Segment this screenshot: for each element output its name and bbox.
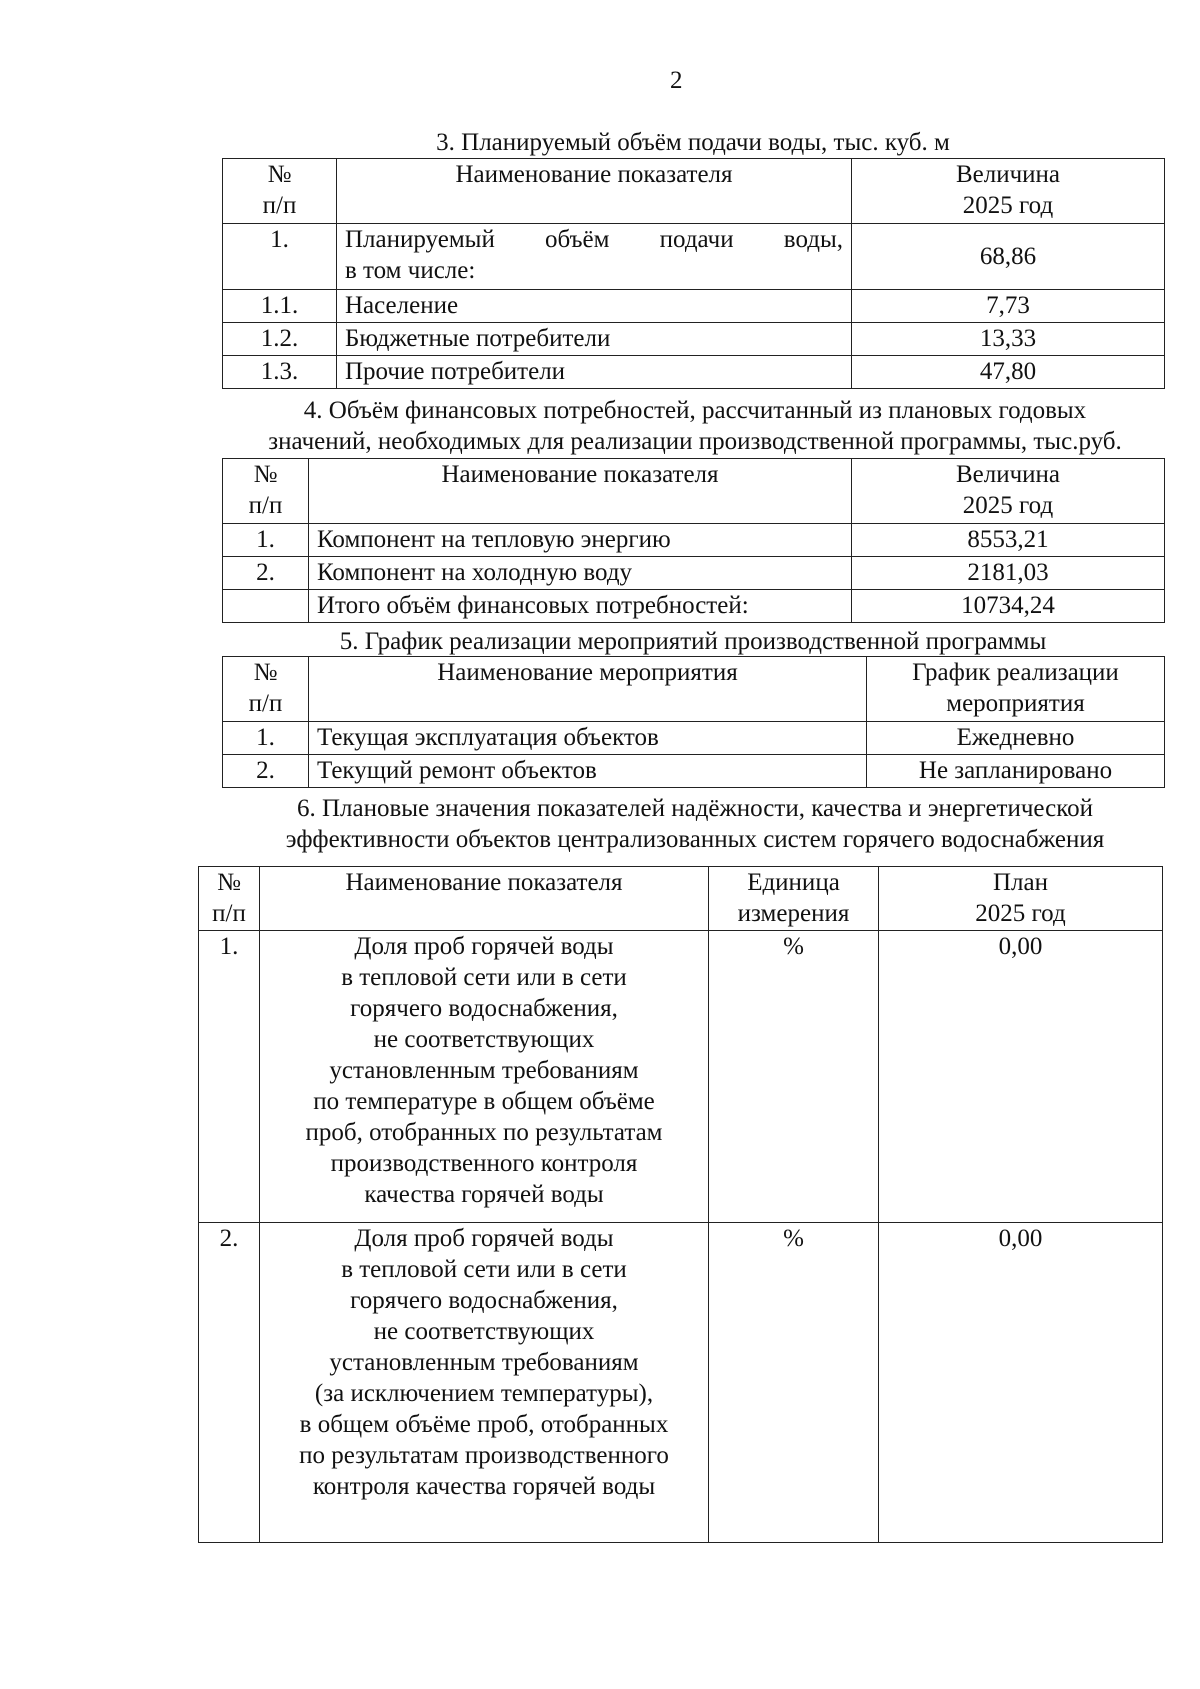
row-num bbox=[223, 590, 309, 623]
table-header-row bbox=[199, 867, 1163, 931]
table-row bbox=[199, 931, 1163, 1223]
row-num: 1.3. bbox=[223, 356, 337, 389]
row-value: 13,33 bbox=[852, 323, 1165, 356]
page-number: 2 bbox=[670, 67, 683, 94]
header-name: Наименование показателя bbox=[260, 867, 709, 931]
table-row bbox=[223, 290, 1165, 323]
row-name: Прочие потребители bbox=[337, 356, 852, 389]
section6-title bbox=[200, 793, 1190, 855]
row-name: Население bbox=[337, 290, 852, 323]
section3-title: 3. Планируемый объём подачи воды, тыс. куб. м bbox=[436, 129, 950, 156]
section5-table bbox=[222, 656, 1165, 788]
header-name: Наименование показателя bbox=[309, 459, 852, 524]
section6-title-line2: эффективности объектов централизованных систем горячего водоснабжения bbox=[285, 826, 1105, 853]
table-row bbox=[223, 722, 1165, 755]
row-name: Текущий ремонт объектов bbox=[309, 755, 867, 788]
row-value: 2181,03 bbox=[852, 557, 1165, 590]
table-row bbox=[223, 524, 1165, 557]
row-name: Бюджетные потребители bbox=[337, 323, 852, 356]
header-num: № п/п bbox=[223, 459, 309, 524]
header-value: Величина 2025 год bbox=[852, 459, 1165, 524]
row-num: 1. bbox=[223, 524, 309, 557]
row-value: 7,73 bbox=[852, 290, 1165, 323]
table-header-row bbox=[223, 159, 1165, 224]
row-name: Текущая эксплуатация объектов bbox=[309, 722, 867, 755]
table-row bbox=[199, 1223, 1163, 1543]
row-value: 8553,21 bbox=[852, 524, 1165, 557]
header-name: Наименование показателя bbox=[337, 159, 852, 224]
row-name bbox=[337, 224, 852, 290]
header-name: Наименование мероприятия bbox=[309, 657, 867, 722]
header-num: № п/п bbox=[223, 657, 309, 722]
table-row bbox=[223, 323, 1165, 356]
row-num: 2. bbox=[223, 755, 309, 788]
row-name: Компонент на тепловую энергию bbox=[309, 524, 852, 557]
row-name-line1: Планируемый объём подачи воды, bbox=[345, 226, 843, 253]
row-name: Доля проб горячей воды в тепловой сети или в сети горячего водоснабжения, не соответствующих установленным требованиям по температуре в общем объёме проб, отобранных по результатам производственного контроля качества горячей воды bbox=[260, 931, 709, 1223]
row-value: Не запланировано bbox=[867, 755, 1165, 788]
row-name-line2: в том числе: bbox=[345, 257, 476, 284]
row-name: Итого объём финансовых потребностей: bbox=[309, 590, 852, 623]
row-num: 1. bbox=[223, 722, 309, 755]
row-num: 1. bbox=[199, 931, 260, 1223]
table-header-row bbox=[223, 657, 1165, 722]
row-num: 1.2. bbox=[223, 323, 337, 356]
row-name: Компонент на холодную воду bbox=[309, 557, 852, 590]
row-value: 10734,24 bbox=[852, 590, 1165, 623]
section4-title-line1: 4. Объём финансовых потребностей, рассчитанный из плановых годовых bbox=[303, 397, 1087, 424]
row-value: Ежедневно bbox=[867, 722, 1165, 755]
table-row bbox=[223, 755, 1165, 788]
header-plan: План 2025 год bbox=[879, 867, 1163, 931]
row-num: 2. bbox=[199, 1223, 260, 1543]
header-num: № п/п bbox=[199, 867, 260, 931]
row-unit: % bbox=[709, 1223, 879, 1543]
row-plan: 0,00 bbox=[879, 931, 1163, 1223]
header-num: № п/п bbox=[223, 159, 337, 224]
table-row bbox=[223, 356, 1165, 389]
section4-title-line2: значений, необходимых для реализации производственной программы, тыс.руб. bbox=[268, 428, 1122, 455]
section5-title: 5. График реализации мероприятий производственной программы bbox=[339, 628, 1047, 655]
header-value: Величина 2025 год bbox=[852, 159, 1165, 224]
row-value: 47,80 bbox=[852, 356, 1165, 389]
section6-title-line1: 6. Плановые значения показателей надёжности, качества и энергетической bbox=[296, 795, 1094, 822]
section6-table bbox=[198, 866, 1163, 1543]
row-name: Доля проб горячей воды в тепловой сети или в сети горячего водоснабжения, не соответствующих установленным требованиям (за исключением температуры), в общем объёме проб, отобранных по результатам производственного контроля качества горячей воды bbox=[260, 1223, 709, 1543]
row-num: 1. bbox=[223, 224, 337, 290]
section3-table bbox=[222, 158, 1165, 389]
row-unit: % bbox=[709, 931, 879, 1223]
table-row bbox=[223, 557, 1165, 590]
header-value: График реализации мероприятия bbox=[867, 657, 1165, 722]
section4-table bbox=[222, 458, 1165, 623]
table-row bbox=[223, 224, 1165, 290]
row-value: 68,86 bbox=[852, 224, 1165, 290]
table-header-row bbox=[223, 459, 1165, 524]
header-unit: Единица измерения bbox=[709, 867, 879, 931]
table-row-total bbox=[223, 590, 1165, 623]
row-num: 1.1. bbox=[223, 290, 337, 323]
row-plan: 0,00 bbox=[879, 1223, 1163, 1543]
row-num: 2. bbox=[223, 557, 309, 590]
section4-title bbox=[200, 395, 1190, 457]
